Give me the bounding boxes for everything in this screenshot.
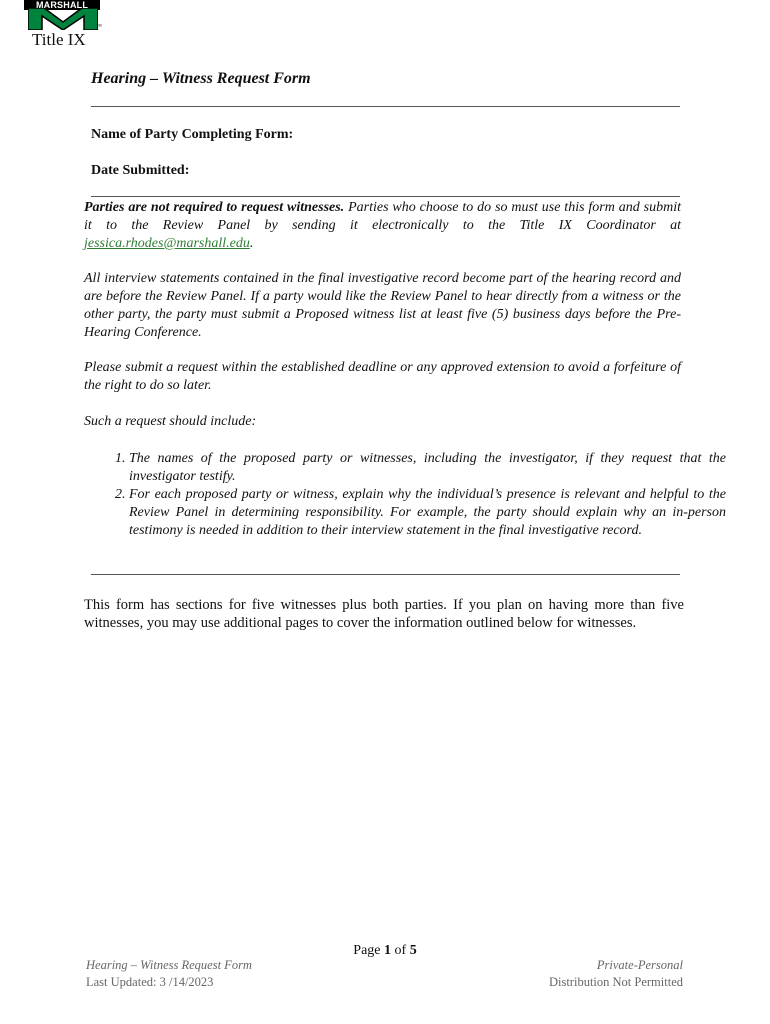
page-total: 5	[409, 943, 417, 958]
form-title: Hearing – Witness Request Form	[91, 70, 311, 87]
footer-left	[86, 957, 252, 991]
footer-distribution: Distribution Not Permitted	[548, 975, 683, 989]
page-prefix: Page	[353, 943, 385, 958]
divider	[91, 196, 680, 197]
deadline-paragraph: Please submit a request within the established deadline or any approved extension to avoid a forfeiture of the right to do so later.	[84, 360, 681, 393]
page-current: 1	[384, 943, 392, 958]
intro-bold-lead: Parties are not required to request witnesses.	[84, 200, 345, 215]
statements-paragraph: All interview statements contained in the final investigative record become part of the hearing record and are before the Review Panel. If a party would like the Review Panel to hear directly from a witness or the other party, the party must submit a Proposed witness list at least five (5) business days before the Pre-Hearing Conference.	[84, 271, 681, 340]
footer-privacy: Private-Personal	[596, 958, 683, 972]
page-of: of	[391, 943, 410, 958]
marshall-logo	[22, 0, 104, 52]
logo-wordmark: MARSHALL	[24, 0, 100, 10]
divider	[91, 574, 680, 575]
logo-subtitle: Title IX	[32, 30, 86, 49]
requirements-list	[84, 450, 726, 540]
footer-last-updated: Last Updated: 3 /14/2023	[86, 975, 214, 989]
intro-end: .	[249, 236, 254, 251]
intro-paragraph	[84, 199, 681, 253]
name-of-party-label: Name of Party Completing Form:	[91, 127, 294, 142]
list-item: 1. The names of the proposed party or witnesses, including the investigator, if they request that the investigator testify.	[129, 450, 726, 486]
divider	[91, 106, 680, 107]
sections-note: This form has sections for five witnesses plus both parties. If you plan on having more than five witnesses, you may use additional pages to cover the information outlined below for witnesses.	[84, 597, 684, 631]
footer-right	[549, 957, 683, 991]
intro-text: Parties who choose to do so must use this form and submit it to the Review Panel by sending it electronically to the Title IX Coordinator at	[84, 200, 681, 233]
trademark-mark: ™	[96, 24, 102, 30]
date-submitted-label: Date Submitted:	[91, 163, 190, 178]
footer-form-name: Hearing – Witness Request Form	[86, 958, 252, 972]
m-logo-icon	[28, 8, 98, 30]
include-paragraph: Such a request should include:	[84, 414, 257, 429]
list-item: 2. For each proposed party or witness, explain why the individual’s presence is relevant and helpful to the Review Panel in determining responsibility. For example, the party should explain why an in-person testimony is needed in addition to their interview statement in the final investigative record.	[129, 486, 726, 540]
coordinator-email-link[interactable]: jessica.rhodes@marshall.edu	[84, 236, 250, 251]
